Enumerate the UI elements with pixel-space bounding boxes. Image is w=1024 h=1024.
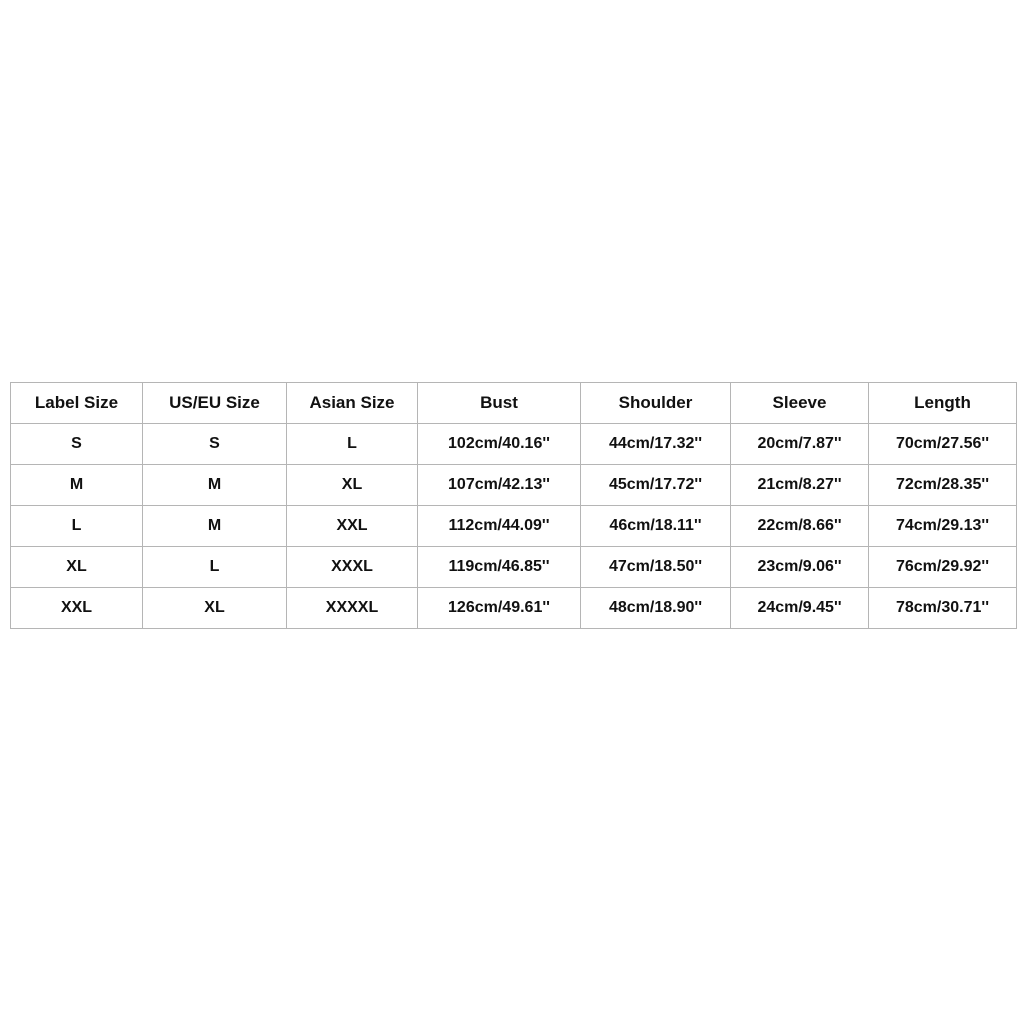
- cell-shoulder: 44cm/17.32'': [581, 424, 731, 465]
- cell-bust: 107cm/42.13'': [418, 465, 581, 506]
- table-row: [11, 588, 1017, 629]
- cell-label-size: XXL: [11, 588, 143, 629]
- cell-bust: 102cm/40.16'': [418, 424, 581, 465]
- table-row: [11, 547, 1017, 588]
- header-sleeve: Sleeve: [731, 383, 869, 424]
- cell-sleeve: 21cm/8.27'': [731, 465, 869, 506]
- cell-length: 78cm/30.71'': [869, 588, 1017, 629]
- cell-shoulder: 46cm/18.11'': [581, 506, 731, 547]
- cell-label-size: M: [11, 465, 143, 506]
- size-chart-table: [10, 382, 1017, 629]
- header-row: [11, 383, 1017, 424]
- cell-shoulder: 48cm/18.90'': [581, 588, 731, 629]
- cell-us-eu-size: XL: [143, 588, 287, 629]
- cell-length: 74cm/29.13'': [869, 506, 1017, 547]
- table-row: [11, 424, 1017, 465]
- cell-asian-size: L: [287, 424, 418, 465]
- cell-us-eu-size: M: [143, 465, 287, 506]
- cell-label-size: XL: [11, 547, 143, 588]
- header-shoulder: Shoulder: [581, 383, 731, 424]
- cell-shoulder: 45cm/17.72'': [581, 465, 731, 506]
- header-bust: Bust: [418, 383, 581, 424]
- cell-asian-size: XXL: [287, 506, 418, 547]
- cell-bust: 126cm/49.61'': [418, 588, 581, 629]
- cell-length: 72cm/28.35'': [869, 465, 1017, 506]
- header-length: Length: [869, 383, 1017, 424]
- header-us-eu-size: US/EU Size: [143, 383, 287, 424]
- cell-bust: 119cm/46.85'': [418, 547, 581, 588]
- cell-asian-size: XL: [287, 465, 418, 506]
- cell-label-size: S: [11, 424, 143, 465]
- cell-asian-size: XXXXL: [287, 588, 418, 629]
- cell-bust: 112cm/44.09'': [418, 506, 581, 547]
- cell-length: 70cm/27.56'': [869, 424, 1017, 465]
- cell-sleeve: 23cm/9.06'': [731, 547, 869, 588]
- cell-length: 76cm/29.92'': [869, 547, 1017, 588]
- header-label-size: Label Size: [11, 383, 143, 424]
- cell-us-eu-size: L: [143, 547, 287, 588]
- header-asian-size: Asian Size: [287, 383, 418, 424]
- cell-sleeve: 20cm/7.87'': [731, 424, 869, 465]
- cell-us-eu-size: S: [143, 424, 287, 465]
- cell-sleeve: 24cm/9.45'': [731, 588, 869, 629]
- cell-asian-size: XXXL: [287, 547, 418, 588]
- table-row: [11, 506, 1017, 547]
- table-row: [11, 465, 1017, 506]
- cell-shoulder: 47cm/18.50'': [581, 547, 731, 588]
- cell-us-eu-size: M: [143, 506, 287, 547]
- cell-sleeve: 22cm/8.66'': [731, 506, 869, 547]
- cell-label-size: L: [11, 506, 143, 547]
